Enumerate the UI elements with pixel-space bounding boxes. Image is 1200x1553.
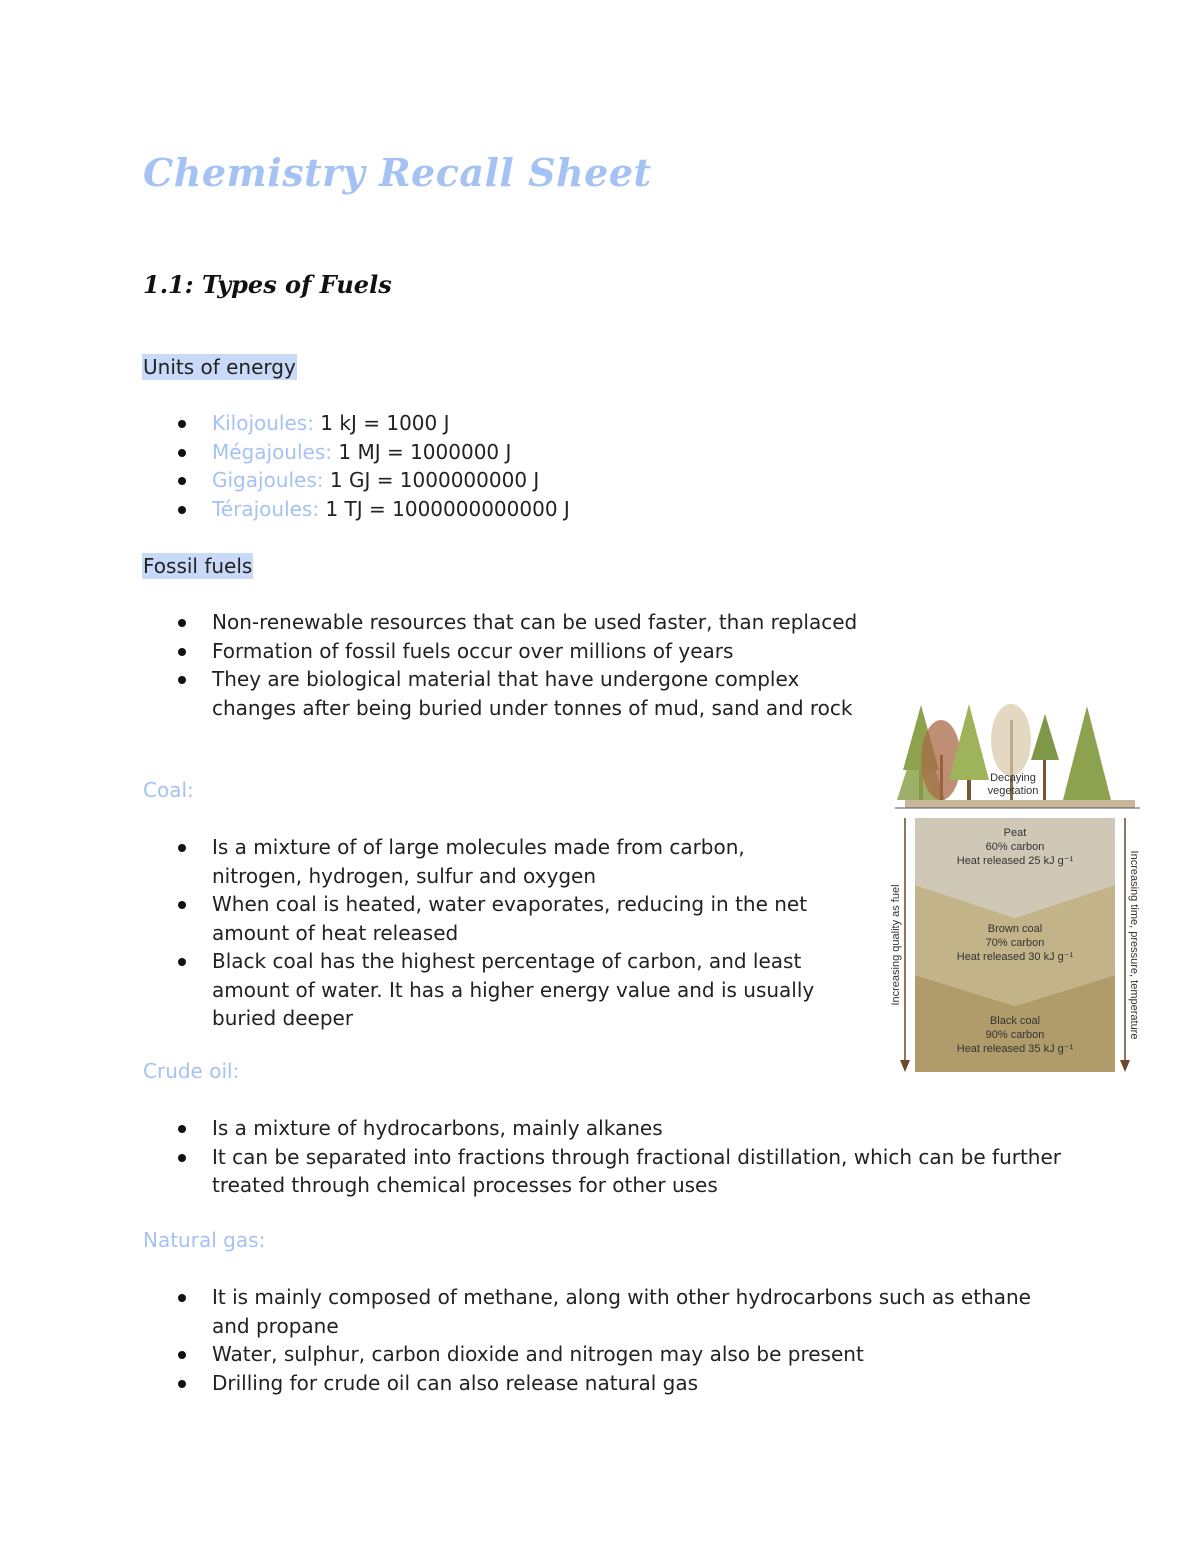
- list-item: It can be separated into fractions through fractional distillation, which can be further treated through chemical processes for other uses: [212, 1143, 1062, 1200]
- list-item: [212, 495, 570, 524]
- list-item: It is mainly composed of methane, along with other hydrocarbons such as ethane and propane: [212, 1283, 1062, 1340]
- brown-coal-carbon: 70% carbon: [985, 937, 1045, 949]
- coal-list: [212, 833, 877, 1033]
- top-label-line1: Decaying: [990, 772, 1036, 784]
- unit-value: 1 TJ = 1000000000000 J: [319, 496, 570, 521]
- natural-gas-heading: Natural gas:: [143, 1228, 266, 1252]
- unit-value: 1 kJ = 1000 J: [313, 411, 450, 435]
- top-label-line2: vegetation: [987, 785, 1039, 797]
- peat-carbon: 60% carbon: [985, 841, 1045, 853]
- list-item: Formation of fossil fuels occur over millions of years: [212, 637, 942, 666]
- list-item: Water, sulphur, carbon dioxide and nitrogen may also be present: [212, 1340, 1062, 1369]
- peat-heat: Heat released 25 kJ g⁻¹: [956, 855, 1074, 867]
- unit-term: Térajoules:: [212, 496, 320, 521]
- brown-coal-name: Brown coal: [987, 923, 1043, 935]
- black-coal-carbon: 90% carbon: [985, 1029, 1045, 1041]
- list-item: [212, 438, 570, 467]
- section-heading: 1.1: Types of Fuels: [143, 270, 392, 299]
- brown-coal-heat: Heat released 30 kJ g⁻¹: [956, 951, 1074, 963]
- crude-oil-heading: Crude oil:: [143, 1059, 240, 1083]
- unit-term: Gigajoules:: [212, 468, 324, 492]
- black-coal-heat: Heat released 35 kJ g⁻¹: [956, 1043, 1074, 1055]
- coal-heading: Coal:: [143, 778, 194, 802]
- units-list: [212, 409, 570, 523]
- unit-value: 1 GJ = 1000000000 J: [323, 468, 540, 492]
- list-item: When coal is heated, water evaporates, reducing in the net amount of heat released: [212, 890, 877, 947]
- left-arrow-head: [900, 1060, 910, 1072]
- list-item: Black coal has the highest percentage of carbon, and least amount of water. It has a higher energy value and is usually buried deeper: [212, 947, 877, 1033]
- list-item: Is a mixture of hydrocarbons, mainly alkanes: [212, 1114, 1062, 1143]
- page-title: Chemistry Recall Sheet: [143, 150, 652, 195]
- unit-value: 1 MJ = 1000000 J: [332, 439, 512, 464]
- right-arrow-label: Increasing time, pressure, temperature: [1128, 850, 1140, 1040]
- unit-term: Mégajoules:: [212, 439, 332, 464]
- crude-oil-list: [212, 1114, 1062, 1200]
- list-item: Non-renewable resources that can be used faster, than replaced: [212, 608, 942, 637]
- peat-name: Peat: [1003, 827, 1027, 839]
- unit-term: Kilojoules:: [212, 411, 314, 435]
- natural-gas-list: [212, 1283, 1062, 1397]
- list-item: [212, 466, 570, 495]
- black-coal-name: Black coal: [989, 1015, 1041, 1027]
- coal-formation-diagram: [885, 700, 1145, 1080]
- fossil-list: [212, 608, 942, 722]
- right-arrow-head: [1120, 1060, 1130, 1072]
- units-heading: Units of energy: [143, 355, 296, 379]
- fossil-heading: Fossil fuels: [143, 554, 253, 578]
- list-item: [212, 409, 570, 438]
- list-item: They are biological material that have undergone complex changes after being buried under tonnes of mud, sand and rock: [212, 665, 872, 722]
- list-item: Drilling for crude oil can also release natural gas: [212, 1369, 1062, 1398]
- left-arrow-label: Increasing quality as fuel: [890, 884, 902, 1006]
- list-item: Is a mixture of of large molecules made from carbon, nitrogen, hydrogen, sulfur and oxygen: [212, 833, 812, 890]
